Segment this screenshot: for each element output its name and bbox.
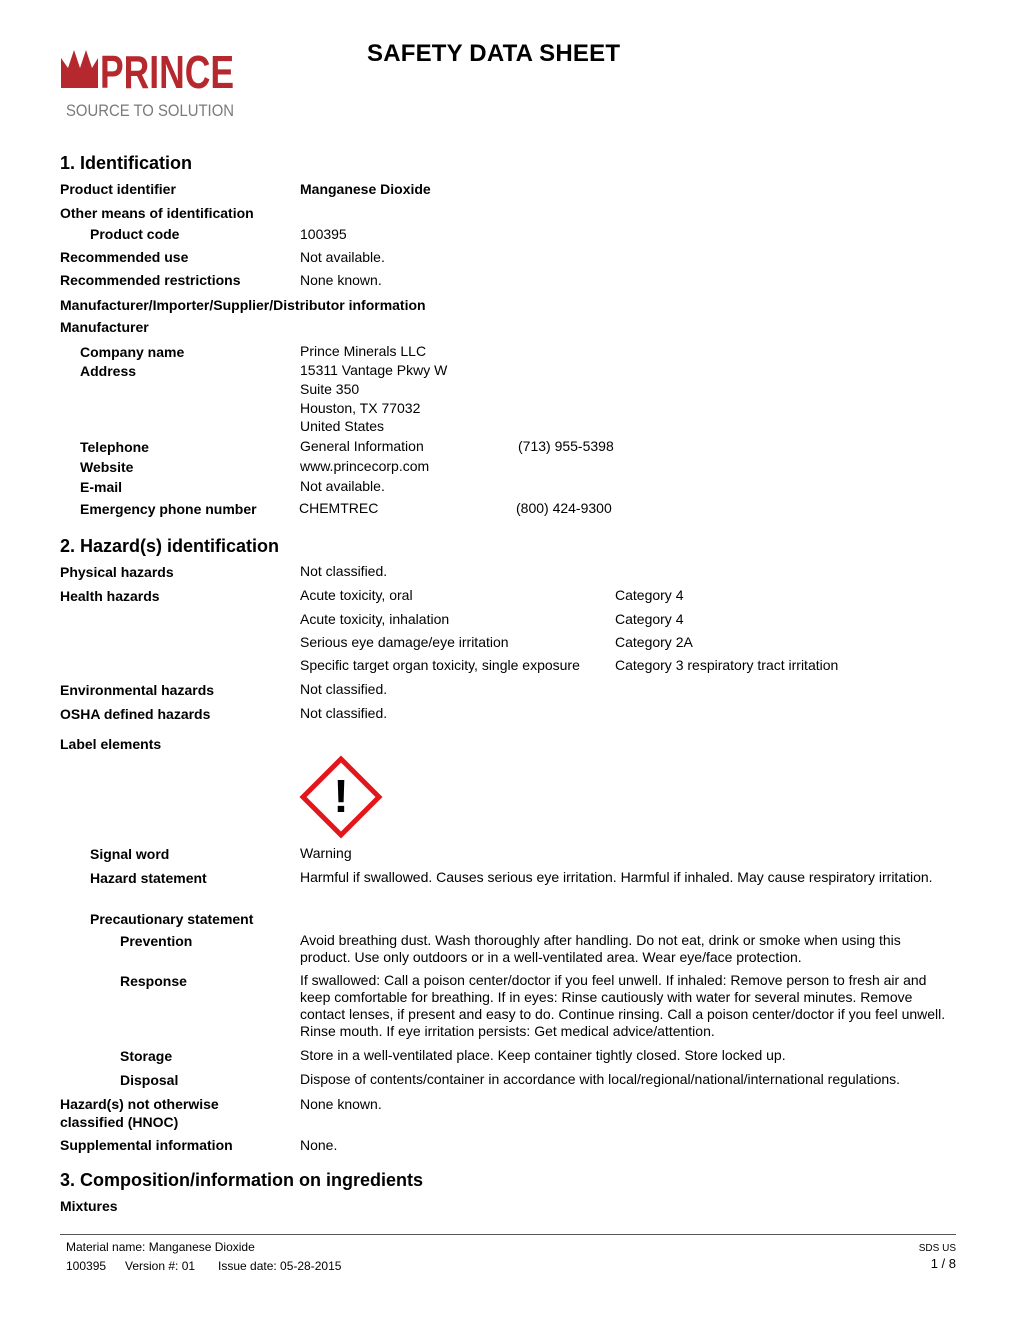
address-line: Houston, TX 77032 [300,400,421,416]
emergency-description: CHEMTREC [299,500,379,516]
telephone-label: Telephone [80,439,149,455]
storage-label: Storage [120,1048,173,1064]
product-code-value: 100395 [300,226,347,242]
label-elements-label: Label elements [60,736,162,752]
crown-icon [61,50,98,88]
prevention-label: Prevention [120,933,193,949]
physical-hazards-label: Physical hazards [60,564,174,580]
health-hazard: Acute toxicity, inhalation [300,611,450,627]
footer-product-code: 100395 [66,1259,107,1273]
signal-word-label: Signal word [90,846,170,862]
product-code-label: Product code [90,226,180,242]
osha-hazards-value: Not classified. [300,705,388,721]
prevention-text: Avoid breathing dust. Wash thoroughly after handling. Do not eat, drink or smoke when using this product. Use only outdoors or in a well-ventilated area. Wear eye/face protection. [300,932,901,965]
mixtures-label: Mixtures [60,1198,118,1214]
environmental-hazards-value: Not classified. [300,681,388,697]
health-hazard-category: Category 4 [615,587,684,603]
health-hazard-category: Category 4 [615,611,684,627]
osha-hazards-label: OSHA defined hazards [60,706,211,722]
emergency-phone-label: Emergency phone number [80,501,257,517]
footer-page-number: 1 / 8 [930,1256,956,1271]
product-identifier-label: Product identifier [60,181,176,197]
footer-doc-type: SDS US [918,1243,956,1254]
section-2-heading: 2. Hazard(s) identification [60,536,280,556]
footer-version: Version #: 01 [125,1259,196,1273]
response-label: Response [120,973,187,989]
health-hazards-label: Health hazards [60,588,160,604]
document-title: SAFETY DATA SHEET [367,40,621,67]
hnoc-label-line1: Hazard(s) not otherwise [60,1096,219,1112]
footer-divider [60,1234,956,1235]
exclamation-mark-pictogram-icon [300,756,382,838]
health-hazard: Specific target organ toxicity, single exposure [300,657,580,673]
precautionary-statement-label: Precautionary statement [90,911,254,927]
address-line: United States [300,418,385,434]
hnoc-value: None known. [300,1096,382,1112]
company-name-value: Prince Minerals LLC [300,343,427,359]
address-line: 15311 Vantage Pkwy W [300,362,448,378]
logo-tagline: SOURCE TO SOLUTION [66,101,234,120]
company-name-label: Company name [80,344,185,360]
signal-word-value: Warning [300,845,352,861]
hazard-statement-text: Harmful if swallowed. Causes serious eye irritation. Harmful if inhaled. May cause respiratory irritation. [300,869,933,885]
health-hazard: Serious eye damage/eye irritation [300,634,509,650]
email-value: Not available. [300,478,385,494]
supplemental-info-label: Supplemental information [60,1137,233,1153]
environmental-hazards-label: Environmental hazards [60,682,215,698]
recommended-use-value: Not available. [300,249,385,265]
section-3-heading: 3. Composition/information on ingredients [60,1170,423,1190]
address-line: Suite 350 [300,381,360,397]
section-1-heading: 1. Identification [60,153,193,173]
manufacturer-info-label: Manufacturer/Importer/Supplier/Distributor information [60,297,426,313]
telephone-number: (713) 955-5398 [518,438,614,454]
health-hazard: Acute toxicity, oral [300,587,413,603]
prince-logo [60,38,240,124]
footer-material-name: Material name: Manganese Dioxide [66,1240,255,1254]
emergency-phone-number: (800) 424-9300 [516,500,612,516]
recommended-restrictions-label: Recommended restrictions [60,272,241,288]
pictogram-glyph: ! [333,770,349,822]
disposal-label: Disposal [120,1072,179,1088]
response-text: If swallowed: Call a poison center/doctor if you feel unwell. If inhaled: Remove person to fresh air and keep comfortable for breathing. If in eyes: Rinse cautiously with water for several minutes. Remove contact lenses, if present and easy to do. Continue rinsing. Call a poison center/doctor if you feel unwell. Rinse mouth. If eye irritation persists: Get medical advice/attention. [300,972,946,1039]
recommended-restrictions-value: None known. [300,272,382,288]
footer-issue-date: Issue date: 05-28-2015 [218,1259,342,1273]
physical-hazards-value: Not classified. [300,563,388,579]
address-label: Address [80,363,137,379]
email-label: E-mail [80,479,123,495]
product-identifier-value: Manganese Dioxide [300,181,431,197]
storage-text: Store in a well-ventilated place. Keep container tightly closed. Store locked up. [300,1047,786,1063]
disposal-text: Dispose of contents/container in accordance with local/regional/national/international regulations. [300,1071,901,1087]
telephone-description: General Information [300,438,424,454]
hazard-statement-label: Hazard statement [90,870,207,886]
other-means-label: Other means of identification [60,205,254,221]
logo-brand: PRINCE [100,46,234,98]
health-hazard-category: Category 3 respiratory tract irritation [615,657,839,673]
hnoc-label-line2: classified (HNOC) [60,1114,179,1130]
website-link[interactable]: www.princecorp.com [300,458,430,474]
health-hazard-category: Category 2A [615,634,693,650]
website-label: Website [80,459,134,475]
manufacturer-label: Manufacturer [60,319,149,335]
supplemental-info-value: None. [300,1137,338,1153]
recommended-use-label: Recommended use [60,249,189,265]
